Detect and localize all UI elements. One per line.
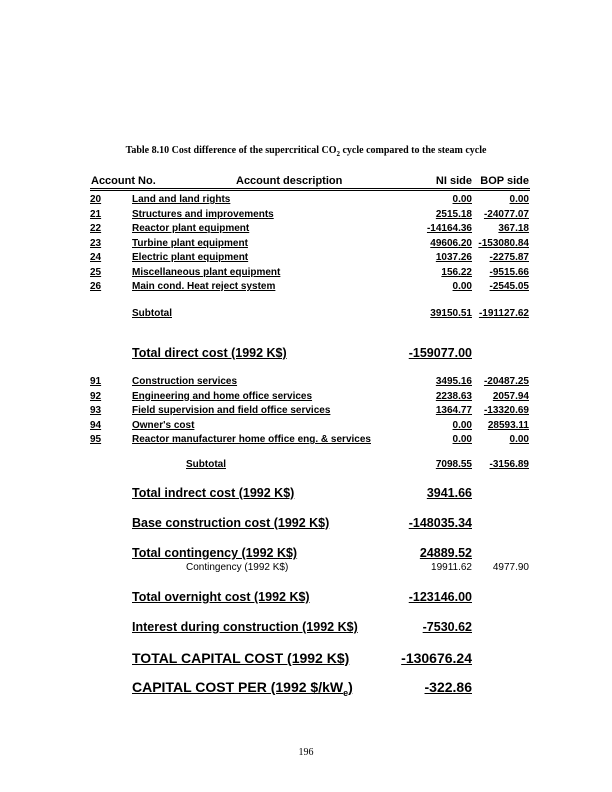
- account-number: 23: [90, 237, 102, 249]
- bop-side-value: 2057.94: [492, 390, 529, 402]
- total-indirect-value: 3941.66: [426, 486, 472, 500]
- ni-side-value: 0.00: [452, 281, 472, 292]
- account-number: 22: [90, 223, 102, 234]
- bop-side-value: -24077.07: [483, 208, 529, 220]
- total-contingency-value: 24889.52: [419, 546, 472, 560]
- ni-side-value: 2238.63: [435, 390, 472, 402]
- total-contingency-label: Total contingency (1992 K$): [132, 546, 298, 560]
- account-number: 24: [90, 252, 102, 263]
- total-overnight-label: Total overnight cost (1992 K$): [132, 590, 310, 604]
- account-number: 92: [90, 390, 102, 402]
- bop-side-value: -20487.25: [483, 376, 529, 387]
- total-indirect-label: Total indrect cost (1992 K$): [132, 486, 295, 500]
- interest-value: -7530.62: [422, 620, 472, 634]
- account-number: 26: [90, 281, 102, 292]
- indirect-subtotal-bop: -3156.89: [489, 459, 529, 470]
- account-number: 21: [90, 208, 102, 220]
- header-rule: [90, 188, 530, 189]
- base-construction-value: -148035.34: [408, 516, 472, 530]
- ni-side-value: 3495.16: [435, 376, 472, 387]
- bop-side-value: -9515.66: [489, 266, 529, 278]
- account-number: 94: [90, 419, 102, 431]
- bop-side-value: -153080.84: [478, 237, 529, 249]
- ni-side-value: 0.00: [452, 194, 472, 205]
- contingency-ni: 19911.62: [431, 562, 472, 573]
- total-capital-label: TOTAL CAPITAL COST (1992 K$): [132, 650, 350, 666]
- account-description: Structures and improvements: [132, 208, 274, 220]
- account-number: 95: [90, 434, 102, 445]
- bop-side-value: -2275.87: [489, 252, 529, 263]
- bop-side-value: 0.00: [509, 194, 529, 205]
- direct-subtotal-ni: 39150.51: [430, 308, 472, 319]
- account-number: 91: [90, 376, 102, 387]
- indirect-subtotal-label: Subtotal: [186, 459, 226, 470]
- ni-side-value: 0.00: [452, 434, 472, 445]
- bop-side-value: -13320.69: [483, 405, 529, 416]
- table-caption: Table 8.10 Cost difference of the supercritical $CO_2$ cycle compared to the steam cycle: [125, 145, 487, 158]
- total-direct-value: -159077.00: [408, 346, 472, 360]
- ni-side-value: 49606.20: [430, 237, 472, 249]
- total-capital-value: -130676.24: [401, 650, 472, 666]
- ni-side-value: 156.22: [441, 266, 472, 278]
- account-description: Main cond. Heat reject system: [132, 281, 276, 292]
- header-rule-double: [90, 190, 530, 191]
- page-number: 196: [298, 747, 314, 758]
- header-bop-side: BOP side: [480, 175, 529, 187]
- bop-side-value: 0.00: [509, 434, 529, 445]
- base-construction-label: Base construction cost (1992 K$): [132, 516, 330, 530]
- account-description: Construction services: [132, 376, 238, 387]
- account-description: Reactor plant equipment: [132, 223, 250, 234]
- bop-side-value: 28593.11: [487, 419, 529, 431]
- account-number: 20: [90, 194, 102, 205]
- contingency-bop: 4977.90: [492, 562, 529, 573]
- account-description: Owner's cost: [132, 419, 195, 431]
- account-number: 25: [90, 266, 102, 278]
- ni-side-value: 2515.18: [435, 208, 472, 220]
- account-description: Land and land rights: [132, 194, 231, 205]
- ni-side-value: 1364.77: [435, 405, 472, 416]
- direct-subtotal-bop: -191127.62: [478, 308, 529, 319]
- header-account-no: Account No.: [91, 175, 156, 187]
- total-overnight-value: -123146.00: [408, 590, 472, 604]
- bop-side-value: -2545.05: [489, 281, 529, 292]
- ni-side-value: -14164.36: [426, 223, 472, 234]
- header-ni-side: NI side: [435, 175, 472, 187]
- account-description: Reactor manufacturer home office eng. & services: [132, 434, 371, 445]
- ni-side-value: 0.00: [452, 419, 472, 431]
- indirect-subtotal-ni: 7098.55: [435, 459, 472, 470]
- contingency-label: Contingency (1992 K$): [186, 562, 289, 573]
- account-description: Engineering and home office services: [132, 390, 313, 402]
- ni-side-value: 1037.26: [435, 252, 472, 263]
- header-account-description: Account description: [236, 175, 343, 187]
- direct-subtotal-label: Subtotal: [132, 308, 172, 319]
- total-direct-label: Total direct cost (1992 K$): [132, 346, 287, 360]
- bop-side-value: 367.18: [498, 223, 529, 234]
- account-description: Turbine plant equipment: [132, 237, 248, 249]
- capital-cost-per-kwe-label: CAPITAL COST PER (1992 $\$/kW_e$): [132, 679, 353, 698]
- account-number: 93: [90, 405, 102, 416]
- account-description: Field supervision and field office services: [132, 405, 331, 416]
- account-description: Miscellaneous plant equipment: [132, 266, 281, 278]
- interest-label: Interest during construction (1992 K$): [132, 620, 358, 634]
- capital-cost-per-kwe-value: -322.86: [424, 679, 472, 695]
- account-description: Electric plant equipment: [132, 252, 249, 263]
